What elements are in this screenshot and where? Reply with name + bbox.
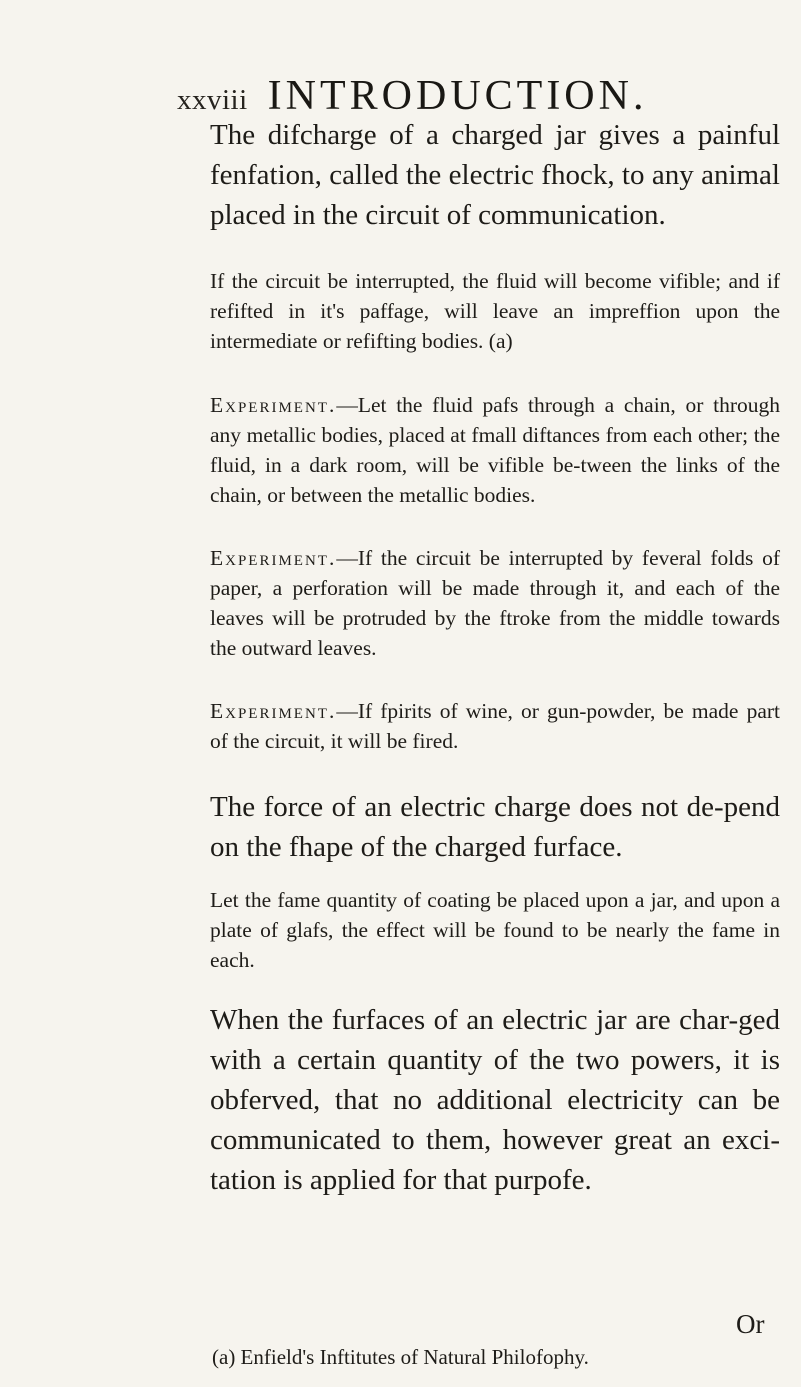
catchword: Or <box>736 1309 765 1339</box>
experiment-label: Experiment. <box>210 393 337 417</box>
paragraph-text: The difcharge of a charged jar gives a painful fenfation, called the electric fhock, to any animal placed in the circuit of communication. <box>210 119 780 231</box>
paragraph-text: —If fpirits of wine, or gun-powder, be made part of the circuit, it will be fired. <box>210 699 780 753</box>
paragraph-text: —If the circuit be interrupted by feveral folds of paper, a perforation will be made through it, and each of the leaves will be protruded by the ftroke from the middle towards the outward leaves. <box>210 546 780 660</box>
paragraph-electric-shock <box>210 115 780 235</box>
experiment-label: Experiment. <box>210 546 337 570</box>
paragraph-text: When the furfaces of an electric jar are char-ged with a certain quantity of the two powers, it is obferved, that no additional electricity can be communicated to them, however great an exci-tation is applied for that purpofe. <box>210 1004 780 1196</box>
paragraph-interrupted-circuit <box>210 266 780 356</box>
paragraph-experiment-paper <box>210 543 780 663</box>
paragraph-experiment-spirits <box>210 696 780 756</box>
page-header <box>177 72 647 120</box>
paragraph-force-of-charge <box>210 787 780 867</box>
paragraph-text: Let the fame quantity of coating be placed upon a jar, and upon a plate of glafs, the effect will be found to be nearly the fame in each. <box>210 888 780 972</box>
paragraph-coating <box>210 885 780 975</box>
paragraph-text: The force of an electric charge does not de-pend on the fhape of the charged furface. <box>210 791 780 863</box>
paragraph-text: —Let the fluid pafs through a chain, or through any metallic bodies, placed at fmall diftances from each other; the fluid, in a dark room, will be vifible be-tween the links of the chain, or between the metallic bodies. <box>210 393 780 507</box>
page-number: xxviii <box>177 84 248 116</box>
running-head: INTRODUCTION. <box>267 73 648 119</box>
paragraph-text: If the circuit be interrupted, the fluid will become vifible; and if refifted in it's paffage, will leave an impreffion upon the intermediate or refifting bodies. (a) <box>210 269 780 353</box>
footnote: (a) Enfield's Inftitutes of Natural Philofophy. <box>212 1345 589 1369</box>
paragraph-saturation <box>210 1000 780 1200</box>
paragraph-experiment-chain <box>210 390 780 510</box>
experiment-label: Experiment. <box>210 699 337 723</box>
